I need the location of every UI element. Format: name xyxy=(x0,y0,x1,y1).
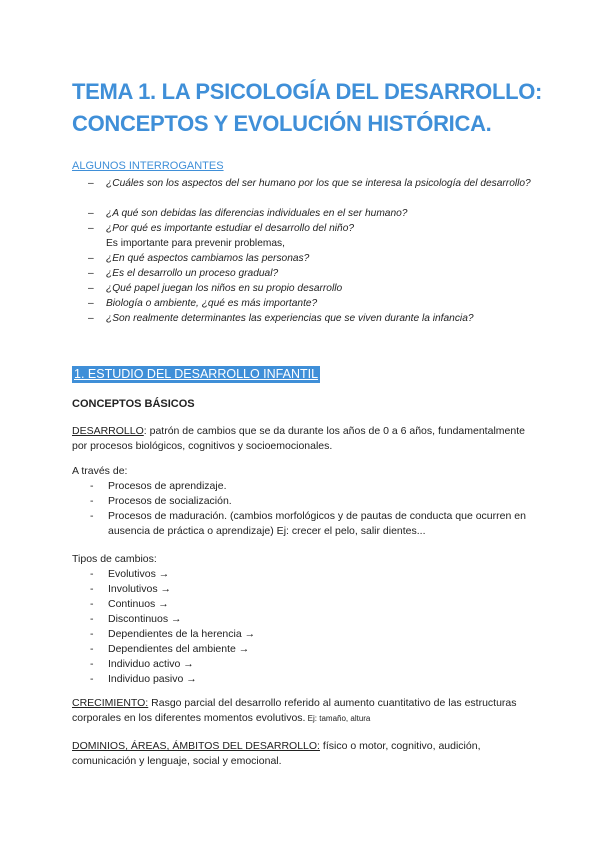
desarrollo-term: DESARROLLO xyxy=(72,425,144,437)
title-line-1: TEMA 1. LA PSICOLOGÍA DEL DESARROLLO: xyxy=(72,79,543,104)
list-item: - Continuos → xyxy=(90,598,169,610)
dominios-definition: DOMINIOS, ÁREAS, ÁMBITOS DEL DESARROLLO: físico o motor, cognitivo, audición, comunicación y lenguaje, social y emocional. xyxy=(72,740,481,767)
through-list xyxy=(72,479,542,539)
list-item: – ¿Por qué es importante estudiar el desarrollo del niño? Es importante para prevenir problemas, xyxy=(72,221,532,251)
list-item: - Involutivos → xyxy=(90,583,172,595)
list-item: – ¿Es el desarrollo un proceso gradual? xyxy=(88,268,279,279)
list-item: – ¿En qué aspectos cambiamos las personas? xyxy=(88,253,310,264)
list-item: - Procesos de aprendizaje. xyxy=(90,480,227,492)
list-item: – ¿Son realmente determinantes las experiencias que se viven durante la infancia? xyxy=(88,313,474,324)
questions-heading: ALGUNOS INTERROGANTES xyxy=(72,160,224,172)
questions-list xyxy=(72,176,532,326)
list-item: - Discontinuos → xyxy=(90,613,182,625)
list-item: – ¿Cuáles son los aspectos del ser humano por los que se interesa la psicología del desarrollo? xyxy=(88,178,531,189)
document-title xyxy=(72,76,572,140)
list-item: - Dependientes de la herencia → xyxy=(90,628,256,640)
desarrollo-definition: DESARROLLO: patrón de cambios que se da durante los años de 0 a 6 años, fundamentalmente por procesos biológicos, cognitivos y socioemocionales. xyxy=(72,425,525,452)
changes-list xyxy=(72,567,542,687)
list-item: – Biología o ambiente, ¿qué es más importante? xyxy=(88,298,318,309)
crecimiento-example: Ej: tamaño, altura xyxy=(305,714,371,723)
list-item: - Procesos de socialización. xyxy=(90,495,232,507)
section-1-heading: 1. ESTUDIO DEL DESARROLLO INFANTIL xyxy=(74,367,319,381)
dominios-term: DOMINIOS, ÁREAS, ÁMBITOS DEL DESARROLLO: xyxy=(72,740,320,752)
list-item: - Dependientes del ambiente → xyxy=(90,643,250,655)
title-line-2: CONCEPTOS Y EVOLUCIÓN HISTÓRICA. xyxy=(72,111,492,136)
crecimiento-definition: CRECIMIENTO: Rasgo parcial del desarrollo referido al aumento cuantitativo de las estructuras corporales en los diferentes momentos evolutivos. Ej: tamaño, altura xyxy=(72,697,517,724)
question-note: Es importante para prevenir problemas, xyxy=(106,238,285,249)
concepts-heading: CONCEPTOS BÁSICOS xyxy=(72,398,195,410)
through-intro: A través de: xyxy=(72,465,128,477)
list-item: - Individuo activo → xyxy=(90,658,194,670)
crecimiento-term: CRECIMIENTO: xyxy=(72,697,149,709)
list-item: – ¿A qué son debidas las diferencias individuales en el ser humano? xyxy=(88,208,408,219)
list-item: - Individuo pasivo → xyxy=(90,673,197,685)
list-item: - Procesos de maduración. (cambios morfológicos y de pautas de conducta que ocurren en ausencia de práctica o aprendizaje) Ej: crecer el pelo, salir dientes... xyxy=(90,510,526,537)
changes-intro: Tipos de cambios: xyxy=(72,553,157,565)
list-item: – ¿Qué papel juegan los niños en su propio desarrollo xyxy=(88,283,343,294)
list-item: - Evolutivos → xyxy=(90,568,170,580)
